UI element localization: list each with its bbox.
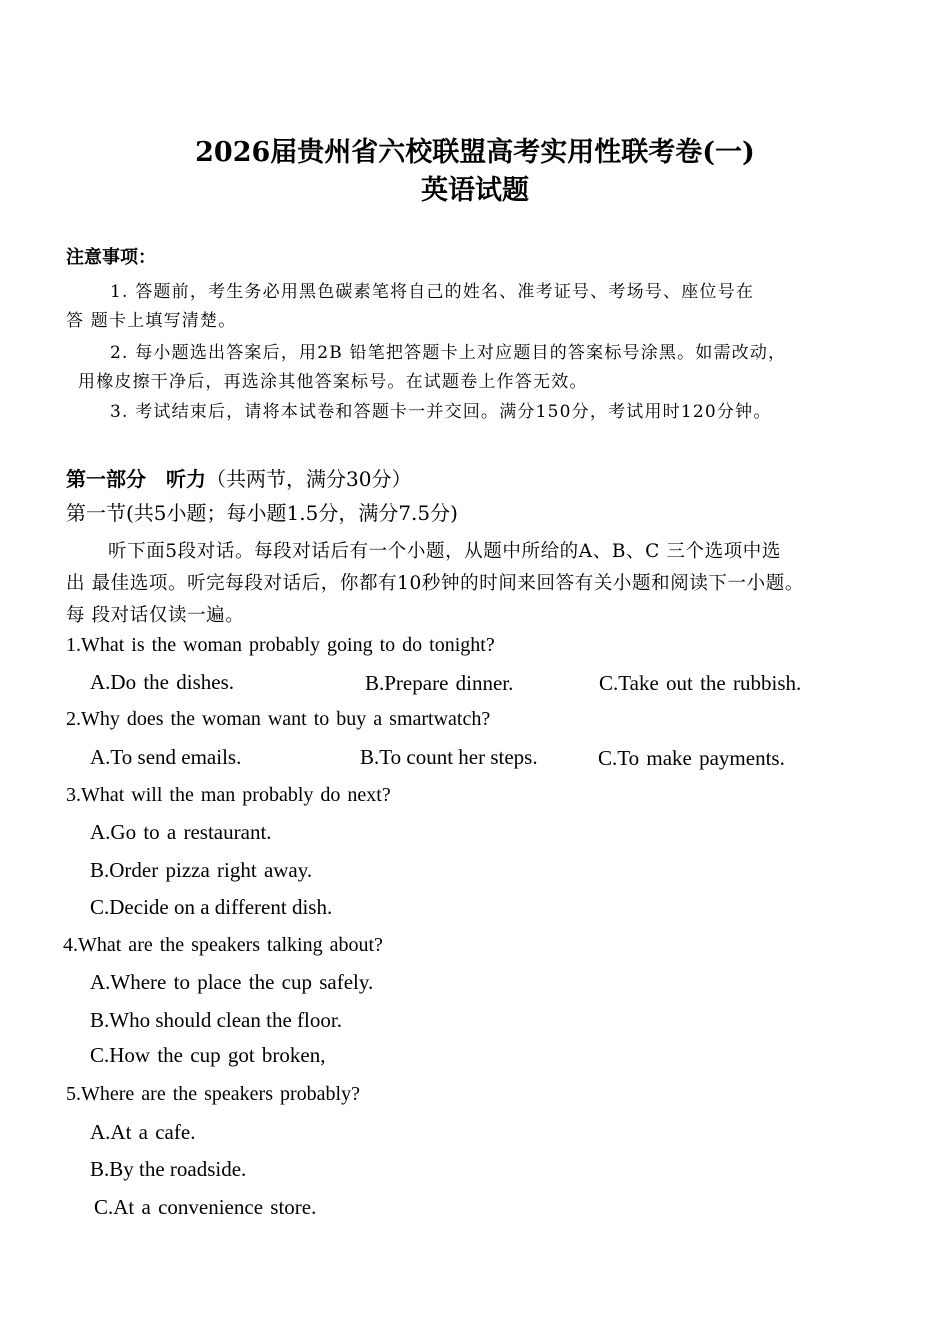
exam-subject: 英语试题: [421, 175, 529, 206]
listening-instructions-3: 每 段对话仅读一遍。: [66, 605, 245, 626]
question-2: 2.Why does the woman want to buy a smartwatch?: [66, 708, 491, 730]
question-1-option-a: A.Do the dishes.: [90, 670, 234, 694]
listening-instructions-2: 出 最佳选项。听完每段对话后，你都有10秒钟的时间来回答有关小题和阅读下一小题。: [66, 573, 804, 594]
question-4: 4.What are the speakers talking about?: [63, 934, 383, 956]
question-1-option-c: C.Take out the rubbish.: [599, 671, 802, 695]
question-1-option-b: B.Prepare dinner.: [365, 671, 514, 695]
question-3-option-a: A.Go to a restaurant.: [90, 820, 272, 844]
question-1: 1.What is the woman probably going to do tonight?: [66, 634, 495, 656]
question-3: 3.What will the man probably do next?: [66, 784, 391, 806]
exam-title: 2026届贵州省六校联盟高考实用性联考卷(一): [195, 137, 755, 168]
listening-instructions: 听下面5段对话。每段对话后有一个小题，从题中所给的A、B、C 三个选项中选: [108, 541, 781, 562]
part-heading-score: （共两节，满分30分）: [206, 467, 412, 491]
question-2-option-a: A.To send emails.: [90, 745, 242, 769]
part-heading: [66, 463, 411, 492]
notice-heading: 注意事项：: [66, 247, 156, 268]
question-4-option-c: C.How the cup got broken,: [90, 1043, 326, 1067]
question-3-option-c: C.Decide on a different dish.: [90, 895, 333, 919]
notice-item-3: 3. 考试结束后，请将本试卷和答题卡一并交回。满分150分，考试用时120分钟。: [110, 402, 772, 422]
section-heading: 第一节(共5小题；每小题1.5分，满分7.5分): [66, 501, 458, 525]
question-2-option-c: C.To make payments.: [598, 746, 785, 770]
question-5-option-b: B.By the roadside.: [90, 1157, 247, 1181]
question-2-option-b: B.To count her steps.: [360, 745, 538, 769]
notice-item-1: 1. 答题前，考生务必用黑色碳素笔将自己的姓名、准考证号、考场号、座位号在: [110, 282, 755, 302]
notice-item-2: 2. 每小题选出答案后，用2B 铅笔把答题卡上对应题目的答案标号涂黑。如需改动，: [110, 343, 787, 363]
question-5: 5.Where are the speakers probably?: [66, 1083, 360, 1105]
notice-item-1-cont: 答 题卡上填写清楚。: [66, 311, 237, 331]
question-5-option-c: C.At a convenience store.: [94, 1195, 317, 1219]
notice-item-2-cont: 用橡皮擦干净后，再选涂其他答案标号。在试题卷上作答无效。: [78, 372, 588, 392]
question-5-option-a: A.At a cafe.: [90, 1120, 196, 1144]
part-heading-title: 第一部分 听力: [66, 467, 206, 491]
question-4-option-a: A.Where to place the cup safely.: [90, 970, 374, 994]
question-3-option-b: B.Order pizza right away.: [90, 858, 313, 882]
question-4-option-b: B.Who should clean the floor.: [90, 1008, 342, 1032]
